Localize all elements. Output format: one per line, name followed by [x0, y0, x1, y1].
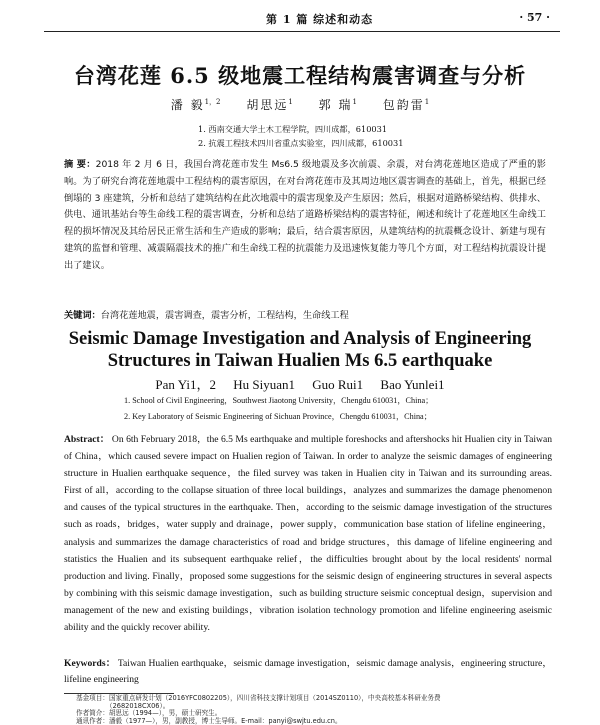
author: Pan Yi1，2: [155, 377, 216, 392]
abstract-label: 摘 要：: [64, 159, 96, 170]
section-title: 第 1 篇 综述和动态: [266, 11, 373, 27]
running-header: [44, 6, 560, 32]
chinese-authors: [0, 96, 600, 113]
keywords-label: Keywords：: [64, 658, 115, 669]
english-affiliation: 2. Key Laboratory of Seismic Engineering of Sichuan Province，Chengdu 610031，China；: [124, 411, 432, 422]
funding-note-continued: （2682018CX06）。: [76, 703, 556, 711]
chinese-affiliation: 2. 抗震工程技术四川省重点实验室，四川成都，610031: [198, 137, 403, 149]
author: Guo Rui1: [312, 377, 363, 392]
author: Hu Siyuan1: [233, 377, 295, 392]
english-authors: [0, 374, 600, 393]
english-title: [0, 328, 600, 372]
author: 潘 毅$^{1,2}$: [171, 98, 221, 112]
chinese-title: 台湾花莲 6.5 级地震工程结构震害调查与分析: [0, 60, 600, 90]
funding-note: 基金项目：国家重点研发计划（2016YFC0802205），四川省科技支撑计划项目（2014SZ0110），中央高校基本科研业务费: [76, 695, 556, 703]
keywords-label: 关键词：: [64, 310, 101, 321]
title-line: Structures in Taiwan Hualien Ms 6.5 earthquake: [0, 350, 600, 372]
corresponding-author-note: 通讯作者：潘毅（1977—），男，副教授，博士生导师。E-mail：panyi@swjtu.edu.cn。: [76, 718, 556, 725]
chinese-affiliation: 1. 西南交通大学土木工程学院，四川成都，610031: [198, 123, 387, 135]
english-affiliation: 1. School of Civil Engineering，Southwest Jiaotong University，Chengdu 610031，China；: [124, 395, 433, 406]
author: 胡思远$^1$: [246, 98, 292, 112]
page-number: · 57 ·: [519, 11, 550, 24]
author: 郭 瑞$^1$: [319, 98, 357, 112]
chinese-abstract: [64, 157, 546, 275]
footnotes: [76, 695, 556, 725]
english-keywords: [64, 656, 552, 688]
chinese-keywords: [64, 309, 546, 323]
author: Bao Yunlei1: [380, 377, 444, 392]
author: 包韵雷$^1$: [383, 98, 429, 112]
keywords-text: Taiwan Hualien earthquake，seismic damage investigation，seismic damage analysis，engineering structure，lifeline engineering: [64, 658, 552, 685]
keywords-text: 台湾花莲地震，震害调查，震害分析，工程结构，生命线工程: [101, 310, 349, 321]
abstract-text: On 6th February 2018，the 6.5 Ms earthquake and multiple foreshocks and aftershocks hit Hualien city in Taiwan of China，which caused severe impact on Hualien region of Taiwan. In order to analyze the seismic damages of engineering structure in Hualien earthquake sequence，the filed survey was taken in Hualien city in Taiwan and its surrounding areas. First of all，according to the collapse situation of three local buildings，analyzes and summarizes the damage phenomenon and causes of the typical structures in the earthquake. Then，according to the seismic damage investigation of the structures such as roads，bridges，water supply and drainage，power supply，communication base station of lifeline engineering，analysis and summarizes the damage characteristics of road and bridge structures，this damage of lifeline engineering and statistics the Hualien and its subsequent earthquake relief，the difficulties brought about by the local residents' normal production and living. Finally，proposed some suggestions for the seismic design of engineering structures in several aspects by combining with this seismic damage investigation，such as building structure seismic conceptual design，supervision and management of the new and existing buildings，vibration isolation technology promotion and lifeline engineering aseismic ability and the quickly recover ability.: [64, 434, 552, 633]
author-note: 作者简介：胡思远（1994—），男，硕士研究生。: [76, 710, 556, 718]
title-line: Seismic Damage Investigation and Analysis of Engineering: [0, 328, 600, 350]
english-abstract: [64, 431, 552, 636]
abstract-label: Abstract：: [64, 434, 109, 445]
abstract-text: 2018 年 2 月 6 日，我国台湾花莲市发生 Ms6.5 级地震及多次前震、余震，对台湾花莲地区造成了严重的影响。为了研究台湾花莲地震中工程结构的震害原因，在对台湾花莲市及其周边地区震害调查的基础上，首先，根据已经倒塌的 3 座建筑，分析和总结了建筑结构在此次地震中的震害现象及产生原因；然后，根据对道路桥梁结构、供排水、供电、通讯基站台等生命线工程的震害调查，分析和总结了道路桥梁结构的震害特征，阐述和统计了花莲地区生命线工程的损坏情况及其给居民正常生活和生产造成的影响；最后，结合震害原因，从建筑结构的抗震概念设计、新建与现有建筑的监督和管理、减震隔震技术的推广和生命线工程的抗震能力及迅速恢复能力等几个方面，对工程结构抗震设计提出了建议。: [64, 159, 546, 271]
